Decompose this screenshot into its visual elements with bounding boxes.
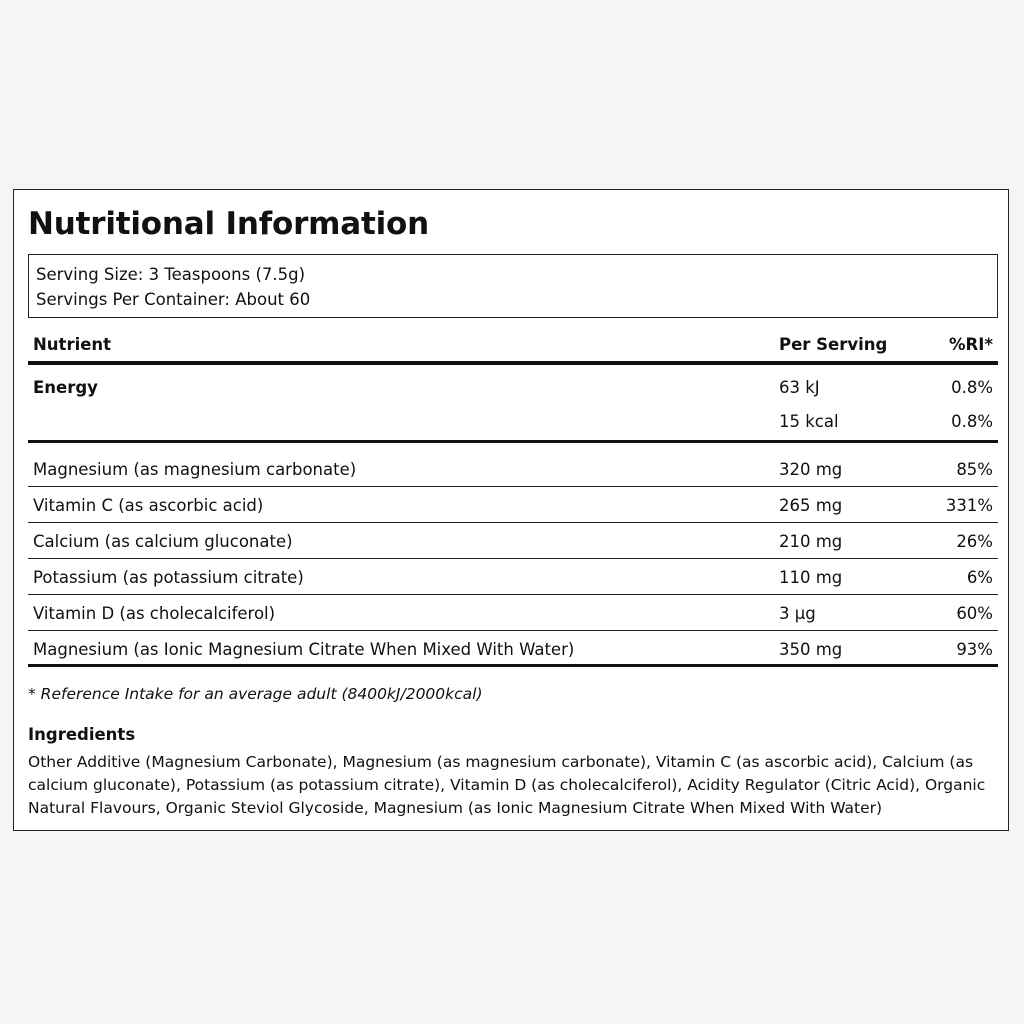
servings-per-container: Servings Per Container: About 60 [36, 290, 311, 309]
energy-kcal: 15 kcal [779, 412, 839, 431]
serving-info-box [28, 254, 998, 318]
header-per-serving: Per Serving [779, 335, 888, 354]
nutrient-name: Magnesium (as Ionic Magnesium Citrate When Mixed With Water) [33, 640, 575, 659]
table-row [28, 451, 998, 487]
energy-kj-ri: 0.8% [951, 378, 993, 397]
table-row [28, 523, 998, 559]
nutrient-ri: 6% [966, 568, 993, 587]
nutrient-amount: 320 mg [779, 460, 843, 479]
energy-kj: 63 kJ [779, 378, 820, 397]
ingredients-heading: Ingredients [28, 725, 136, 744]
table-header-row [28, 327, 998, 365]
nutrient-amount: 210 mg [779, 532, 843, 551]
nutrition-panel [13, 189, 1009, 831]
nutrient-ri: 85% [956, 460, 993, 479]
row-spacer [28, 443, 998, 451]
nutrient-ri: 331% [945, 496, 993, 515]
table-row [28, 631, 998, 667]
reference-intake-footnote: * Reference Intake for an average adult (8400kJ/2000kcal) [28, 685, 483, 703]
serving-size: Serving Size: 3 Teaspoons (7.5g) [36, 265, 306, 284]
nutrient-ri: 26% [956, 532, 993, 551]
nutrient-name: Vitamin D (as cholecalciferol) [33, 604, 276, 623]
energy-label: Energy [33, 378, 98, 397]
energy-row [28, 365, 998, 443]
nutrient-name: Vitamin C (as ascorbic acid) [33, 496, 264, 515]
ingredients-text: Other Additive (Magnesium Carbonate), Magnesium (as magnesium carbonate), Vitamin C (as ascorbic acid), Calcium (as calcium gluconate), Potassium (as potassium citrate), Vitamin D (as cholecalciferol), Acidity Regulator (Citric Acid), Organic Natural Flavours, Organic Steviol Glycoside, Magnesium (as Ionic Magnesium Citrate When Mixed With Water) [28, 753, 986, 817]
table-row [28, 487, 998, 523]
nutrient-name: Calcium (as calcium gluconate) [33, 532, 293, 551]
nutrient-amount: 265 mg [779, 496, 843, 515]
table-row [28, 595, 998, 631]
nutrient-amount: 3 μg [779, 604, 816, 623]
nutrition-table [28, 327, 998, 667]
header-nutrient: Nutrient [33, 335, 112, 354]
nutrient-name: Potassium (as potassium citrate) [33, 568, 304, 587]
header-ri: %RI* [948, 335, 993, 354]
nutrient-amount: 350 mg [779, 640, 843, 659]
nutrient-name: Magnesium (as magnesium carbonate) [33, 460, 357, 479]
nutrient-amount: 110 mg [779, 568, 843, 587]
nutrient-ri: 93% [956, 640, 993, 659]
energy-kcal-ri: 0.8% [951, 412, 993, 431]
nutrient-ri: 60% [956, 604, 993, 623]
page-title: Nutritional Information [28, 206, 430, 242]
table-row [28, 559, 998, 595]
